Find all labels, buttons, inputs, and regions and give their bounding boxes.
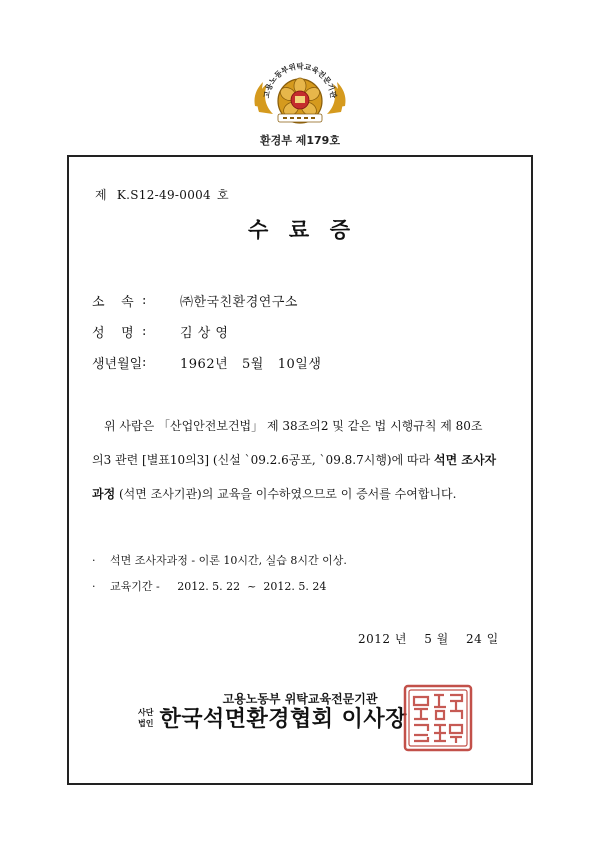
note-item [92, 573, 347, 599]
official-seal-stamp [402, 683, 474, 753]
body-line-1: 위 사람은 「산업안전보건법」 제 38조의2 및 같은 법 시행규칙 제 80조 [104, 419, 483, 433]
field-birthdate [92, 347, 321, 378]
body-line-3 [92, 477, 512, 511]
note-item [92, 547, 347, 573]
emblem-ring-text: 고용노동부위탁교육전문기관 [261, 61, 339, 99]
certificate-number [95, 186, 229, 203]
body-line-2 [92, 443, 512, 477]
note-text: 교육기간 - 2012. 5. 22 ~ 2012. 5. 24 [110, 580, 327, 593]
issuer-legal-form [138, 707, 153, 729]
emblem-caption: 환경부 제179호 [260, 134, 340, 147]
body-line-3-text: (석면 조사기관)의 교육을 이수하였으므로 이 증서를 수여합니다. [115, 487, 457, 501]
association-emblem [245, 52, 355, 142]
certificate-number-label: 제 [95, 188, 107, 202]
certificate-number-value: K.S12-49-0004 [116, 188, 211, 202]
field-value: ㈜한국친환경연구소 [180, 295, 298, 310]
issuer-legal-form-bottom: 법인 [138, 718, 154, 728]
body-course-name: 석면 조사자 [434, 453, 497, 467]
issue-date: 2012 년 5 월 24 일 [358, 632, 499, 646]
field-value: 김 상 영 [180, 326, 229, 341]
issuer-legal-form-top: 사단 [138, 707, 154, 717]
field-label: 생년월일 [92, 357, 143, 372]
issuer-organization-type: 고용노동부 위탁교육전문기관 [222, 692, 378, 706]
bullet-icon: · [92, 579, 96, 593]
course-notes [92, 547, 347, 599]
recipient-fields [92, 285, 321, 378]
field-affiliation [92, 285, 321, 316]
field-label: 소 속 [92, 295, 134, 310]
certificate-title [0, 214, 600, 244]
field-label: 성 명 [92, 326, 134, 341]
bullet-icon: · [92, 553, 96, 567]
issuer [138, 702, 407, 733]
field-colon: : [142, 355, 147, 370]
body-line-2-text: 의3 관련 [별표10의3] (신설 `09.2.6공포, `09.8.7시행)에 따라 [92, 453, 434, 467]
field-colon: : [142, 293, 147, 308]
field-name [92, 316, 321, 347]
certificate-body [92, 409, 512, 511]
issuer-name: 한국석면환경협회 이사장 [159, 707, 407, 732]
body-course-name-end: 과정 [92, 487, 116, 501]
certificate-number-suffix: 호 [217, 188, 229, 202]
field-value: 1962년 5월 10일생 [180, 357, 322, 372]
certificate-title-text: 수 료 증 [247, 217, 353, 242]
field-colon: : [142, 324, 147, 339]
note-text: 석면 조사자과정 - 이론 10시간, 실습 8시간 이상. [110, 554, 347, 567]
